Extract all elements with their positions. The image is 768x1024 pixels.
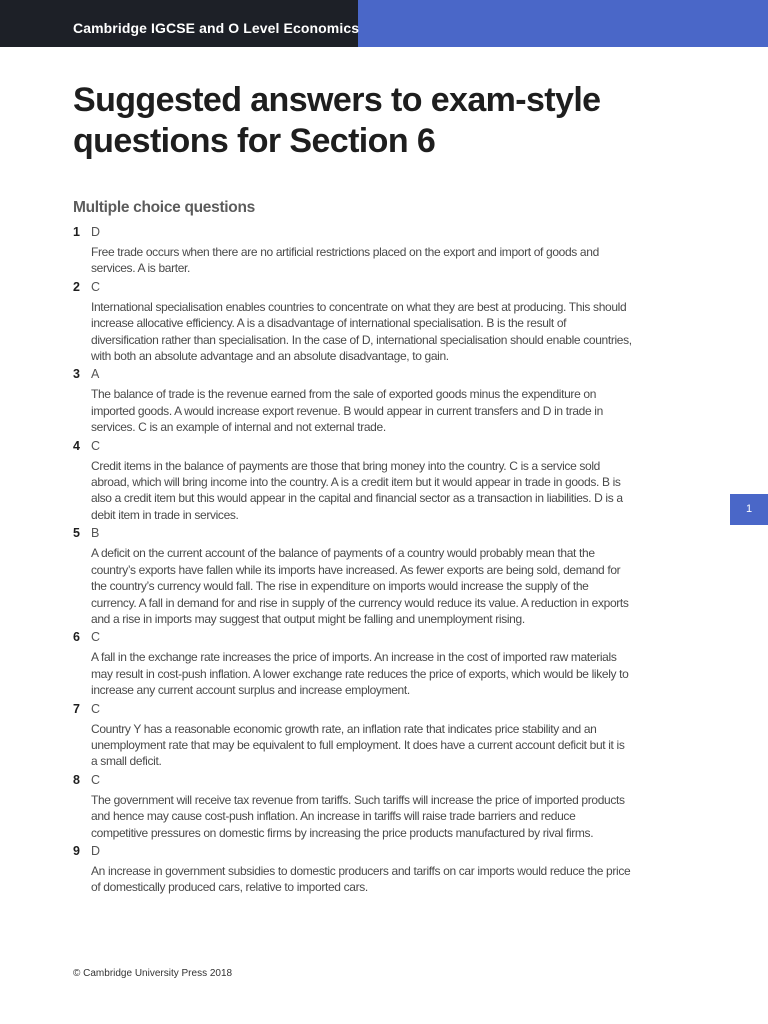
question-answer: C	[91, 438, 101, 453]
question-item	[73, 772, 633, 841]
question-answer: C	[91, 772, 101, 787]
question-explanation: The government will receive tax revenue from tariffs. Such tariffs will increase the price of imported products and hence may cause cost-push inflation. An increase in tariffs will raise trade barriers and reduce competitive pressures on domestic firms by increasing the price products manufactured by rival firms.	[91, 792, 625, 840]
question-list	[73, 224, 633, 898]
question-explanation: An increase in government subsidies to domestic producers and tariffs on car imports would reduce the price of domestically produced cars, relative to imported cars.	[91, 863, 631, 895]
question-answer: B	[91, 526, 100, 541]
question-item	[73, 366, 633, 435]
question-explanation: A deficit on the current account of the balance of payments of a country would probably mean that the country’s exports have fallen while its imports have increased. As fewer exports are being sold, demand for the country’s currency would fall. The rise in expenditure on imports would increase the supply of the currency. A fall in demand for and rise in supply of the currency would reduce its value. A reduction in exports and a rise in imports may suggest that output might be falling and unemployment rising.	[91, 546, 629, 626]
copyright-footer: © Cambridge University Press 2018	[73, 968, 233, 979]
question-number: 2	[73, 279, 80, 294]
question-explanation: International specialisation enables countries to concentrate on what they are best at producing. This should increase allocative efficiency. A is a disadvantage of international specialisation. B is the result of diversification rather than specialisation. In the case of D, international specialisation should enable countries, with both an absolute advantage and an absolute disadvantage, to gain.	[91, 299, 632, 364]
question-number: 6	[73, 630, 80, 645]
question-number: 5	[73, 526, 80, 541]
question-answer: C	[91, 701, 101, 716]
question-item	[73, 629, 633, 698]
page-title: Suggested answers to exam-style questions for Section 6	[73, 81, 601, 160]
question-answer: A	[91, 367, 100, 382]
question-answer: D	[91, 843, 101, 858]
question-number: 8	[73, 772, 80, 787]
question-explanation: Country Y has a reasonable economic growth rate, an inflation rate that indicates price stability and an unemployment rate that may be equivalent to full employment. It does have a current account deficit but it is a small deficit.	[91, 721, 625, 769]
question-item	[73, 279, 633, 365]
header-blue-block	[358, 0, 768, 47]
question-explanation: The balance of trade is the revenue earned from the sale of exported goods minus the expenditure on imported goods. A would increase export revenue. B would appear in current transfers and D in trade in services. C is an example of internal and not external trade.	[91, 387, 603, 435]
question-answer: C	[91, 630, 101, 645]
question-item	[73, 701, 633, 770]
question-number: 7	[73, 701, 80, 716]
question-answer: C	[91, 279, 101, 294]
question-number: 9	[73, 843, 80, 858]
question-item	[73, 438, 633, 524]
question-answer: D	[91, 225, 101, 239]
page-number-tab: 1	[730, 494, 768, 525]
question-number: 3	[73, 367, 80, 382]
question-number: 1	[73, 225, 80, 239]
question-explanation: Free trade occurs when there are no artificial restrictions placed on the export and import of goods and services. A is barter.	[91, 245, 599, 276]
question-item	[73, 525, 633, 627]
section-heading: Multiple choice questions	[73, 199, 255, 216]
question-explanation: Credit items in the balance of payments are those that bring money into the country. C is a service sold abroad, which will bring income into the country. A is a credit item but it would appear in trade in goods. B is also a credit item but this would appear in the capital and financial sector as a transaction in liabilities. D is a debit item in trade in services.	[91, 458, 623, 522]
header-band	[0, 0, 768, 47]
book-title: Cambridge IGCSE and O Level Economics	[73, 20, 360, 36]
question-explanation: A fall in the exchange rate increases the price of imports. An increase in the cost of imported raw materials may result in cost-push inflation. A lower exchange rate reduces the price of exports, which would be likely to increase any current account surplus and increase employment.	[91, 650, 629, 698]
question-number: 4	[73, 438, 80, 453]
question-item	[73, 224, 633, 277]
question-item	[73, 843, 633, 896]
